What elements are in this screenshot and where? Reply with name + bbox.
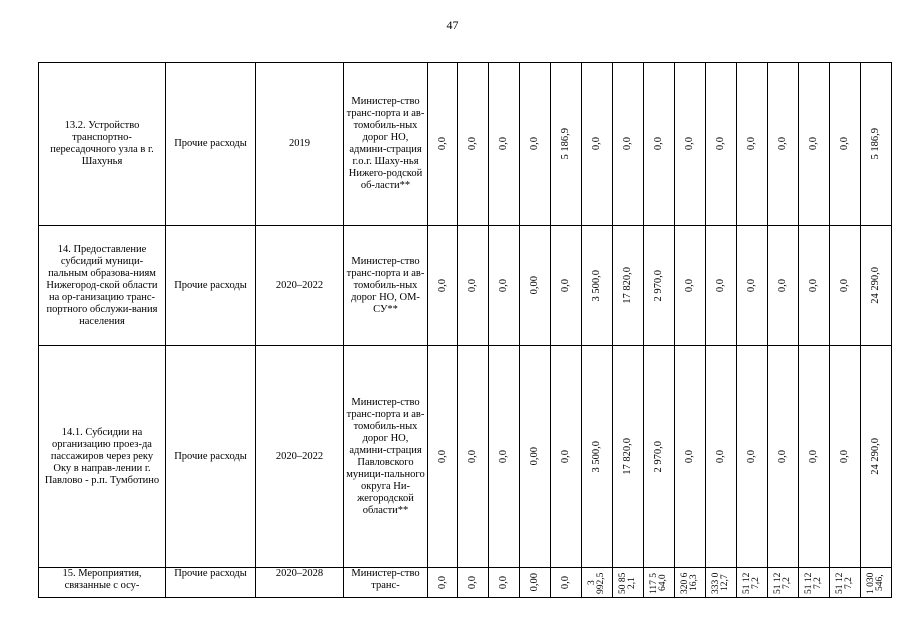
value-text: 51 12 7,2 — [773, 571, 792, 594]
executor-cell: Министер-ство транс-порта и ав-томобиль-ных дорог НО, админи-страция г.о.г. Шаху-нья Нижего-родской об-ласти** — [344, 63, 428, 226]
value-text: 0,0 — [746, 278, 757, 293]
value-text: 50 85 2,1 — [618, 571, 637, 594]
value-text: 0,0 — [498, 137, 509, 151]
value-cell — [458, 346, 489, 568]
value-text: 0,0 — [591, 137, 602, 151]
budget-table — [38, 62, 892, 598]
value-text: 0,0 — [777, 137, 788, 151]
value-cell — [458, 226, 489, 346]
value-text: 0,0 — [467, 575, 478, 590]
value-cell — [489, 346, 520, 568]
years-cell: 2020–2028 — [256, 568, 344, 598]
category-cell: Прочие расходы — [166, 346, 256, 568]
value-cell — [737, 226, 768, 346]
value-cell — [675, 568, 706, 598]
value-cell — [520, 226, 551, 346]
value-text: 0,0 — [839, 449, 850, 464]
value-text: 320 6 16,3 — [680, 571, 699, 594]
value-cell — [768, 226, 799, 346]
value-text: 0,0 — [436, 137, 448, 151]
value-cell — [830, 346, 861, 568]
value-cell — [644, 63, 675, 226]
value-text: 2 970,0 — [653, 440, 664, 473]
table-row — [39, 568, 892, 598]
value-text: 0,0 — [746, 449, 757, 464]
value-text: 0,0 — [839, 278, 850, 293]
value-text: 24 290,0 — [870, 438, 881, 475]
value-text: 0,0 — [436, 575, 448, 590]
value-text: 0,0 — [436, 449, 448, 464]
category-cell: Прочие расходы — [166, 568, 256, 598]
value-cell — [582, 568, 613, 598]
value-text: 24 290,0 — [870, 267, 881, 304]
value-cell — [675, 63, 706, 226]
value-text: 0,0 — [839, 137, 850, 151]
value-cell — [489, 568, 520, 598]
name-cell: 14. Предоставление субсидий муници-пальным образова-ниям Нижегород-ской области на ор-ганизацию транс-портного обслужи-вания населения — [39, 226, 166, 346]
name-cell: 13.2. Устройство транспортно-пересадочного узла в г. Шахунья — [39, 63, 166, 226]
value-cell — [489, 226, 520, 346]
value-text: 0,0 — [467, 137, 478, 151]
value-cell — [613, 63, 644, 226]
executor-cell: Министер-ство транс- — [344, 568, 428, 598]
value-cell — [706, 63, 737, 226]
value-cell — [861, 568, 892, 598]
value-cell — [613, 346, 644, 568]
value-cell — [861, 226, 892, 346]
value-cell — [861, 346, 892, 568]
value-text: 0,0 — [715, 449, 726, 464]
value-cell — [768, 63, 799, 226]
value-cell — [551, 346, 582, 568]
value-text: 0,0 — [529, 137, 540, 151]
value-cell — [551, 226, 582, 346]
value-text: 0,0 — [560, 575, 571, 590]
value-cell — [675, 226, 706, 346]
value-cell — [737, 568, 768, 598]
value-text: 0,0 — [684, 137, 695, 151]
value-cell — [799, 568, 830, 598]
value-text: 0,0 — [715, 278, 726, 293]
value-cell — [489, 63, 520, 226]
table-row — [39, 63, 892, 226]
value-cell — [582, 346, 613, 568]
value-cell — [520, 63, 551, 226]
value-text: 51 12 7,2 — [835, 571, 854, 594]
value-text: 0,0 — [808, 449, 819, 464]
value-text: 0,0 — [777, 278, 788, 293]
name-cell: 14.1. Субсидии на организацию проез-да пассажиров через реку Оку в направ-лении г. Павлово - р.п. Тумботино — [39, 346, 166, 568]
value-cell — [737, 346, 768, 568]
value-cell — [613, 226, 644, 346]
value-cell — [613, 568, 644, 598]
value-text: 0,00 — [529, 447, 540, 466]
category-cell: Прочие расходы — [166, 226, 256, 346]
value-text: 17 820,0 — [622, 438, 633, 475]
years-cell: 2020–2022 — [256, 226, 344, 346]
page-number: 47 — [446, 18, 459, 32]
value-text: 51 12 7,2 — [804, 571, 823, 594]
value-text: 0,0 — [808, 137, 819, 151]
value-text: 0,00 — [529, 276, 540, 295]
value-text: 0,0 — [684, 449, 695, 464]
value-text: 0,0 — [436, 278, 448, 293]
value-cell — [582, 63, 613, 226]
table-row — [39, 226, 892, 346]
value-cell — [737, 63, 768, 226]
value-cell — [428, 346, 458, 568]
value-cell — [861, 63, 892, 226]
value-text: 0,0 — [498, 278, 509, 293]
value-text: 117 5 64,0 — [649, 571, 668, 594]
value-text: 0,0 — [684, 278, 695, 293]
value-cell — [768, 346, 799, 568]
value-text: 3 500,0 — [591, 440, 602, 473]
executor-cell: Министер-ство транс-порта и ав-томобиль-ных дорог НО, админи-страция Павловского муници-пального округа Ни-жегородской области** — [344, 346, 428, 568]
value-cell — [428, 568, 458, 598]
value-cell — [799, 63, 830, 226]
value-cell — [458, 568, 489, 598]
value-cell — [675, 346, 706, 568]
value-cell — [582, 226, 613, 346]
value-cell — [644, 346, 675, 568]
value-text: 0,0 — [653, 137, 664, 151]
value-cell — [706, 568, 737, 598]
value-cell — [551, 63, 582, 226]
value-text: 1 030 546, — [866, 571, 885, 594]
value-cell — [428, 63, 458, 226]
value-cell — [768, 568, 799, 598]
value-cell — [799, 226, 830, 346]
value-text: 0,00 — [529, 573, 540, 592]
value-text: 0,0 — [622, 137, 633, 151]
value-text: 0,0 — [777, 449, 788, 464]
value-text: 3 992,5 — [587, 571, 606, 594]
value-text: 51 12 7,2 — [742, 571, 761, 594]
value-text: 0,0 — [498, 575, 509, 590]
value-cell — [644, 568, 675, 598]
value-text: 17 820,0 — [622, 267, 633, 304]
value-cell — [706, 346, 737, 568]
value-text: 0,0 — [715, 137, 726, 151]
value-text: 0,0 — [560, 449, 571, 464]
value-text: 0,0 — [746, 137, 757, 151]
value-text: 5 186,9 — [870, 128, 881, 160]
value-cell — [830, 226, 861, 346]
value-cell — [458, 63, 489, 226]
table-row — [39, 346, 892, 568]
value-cell — [520, 346, 551, 568]
name-cell: 15. Мероприятия, связанные с осу- — [39, 568, 166, 598]
value-cell — [551, 568, 582, 598]
value-cell — [428, 226, 458, 346]
value-cell — [830, 63, 861, 226]
value-text: 0,0 — [560, 278, 571, 293]
years-cell: 2020–2022 — [256, 346, 344, 568]
value-cell — [799, 346, 830, 568]
value-text: 5 186,9 — [560, 128, 571, 160]
years-cell: 2019 — [256, 63, 344, 226]
category-cell: Прочие расходы — [166, 63, 256, 226]
value-text: 0,0 — [498, 449, 509, 464]
value-text: 0,0 — [467, 278, 478, 293]
value-text: 333 0 12,7 — [711, 571, 730, 594]
value-cell — [830, 568, 861, 598]
value-text: 0,0 — [808, 278, 819, 293]
value-cell — [644, 226, 675, 346]
value-text: 0,0 — [467, 449, 478, 464]
value-cell — [706, 226, 737, 346]
value-text: 2 970,0 — [653, 269, 664, 302]
value-text: 3 500,0 — [591, 269, 602, 302]
executor-cell: Министер-ство транс-порта и ав-томобиль-ных дорог НО, ОМ-СУ** — [344, 226, 428, 346]
value-cell — [520, 568, 551, 598]
